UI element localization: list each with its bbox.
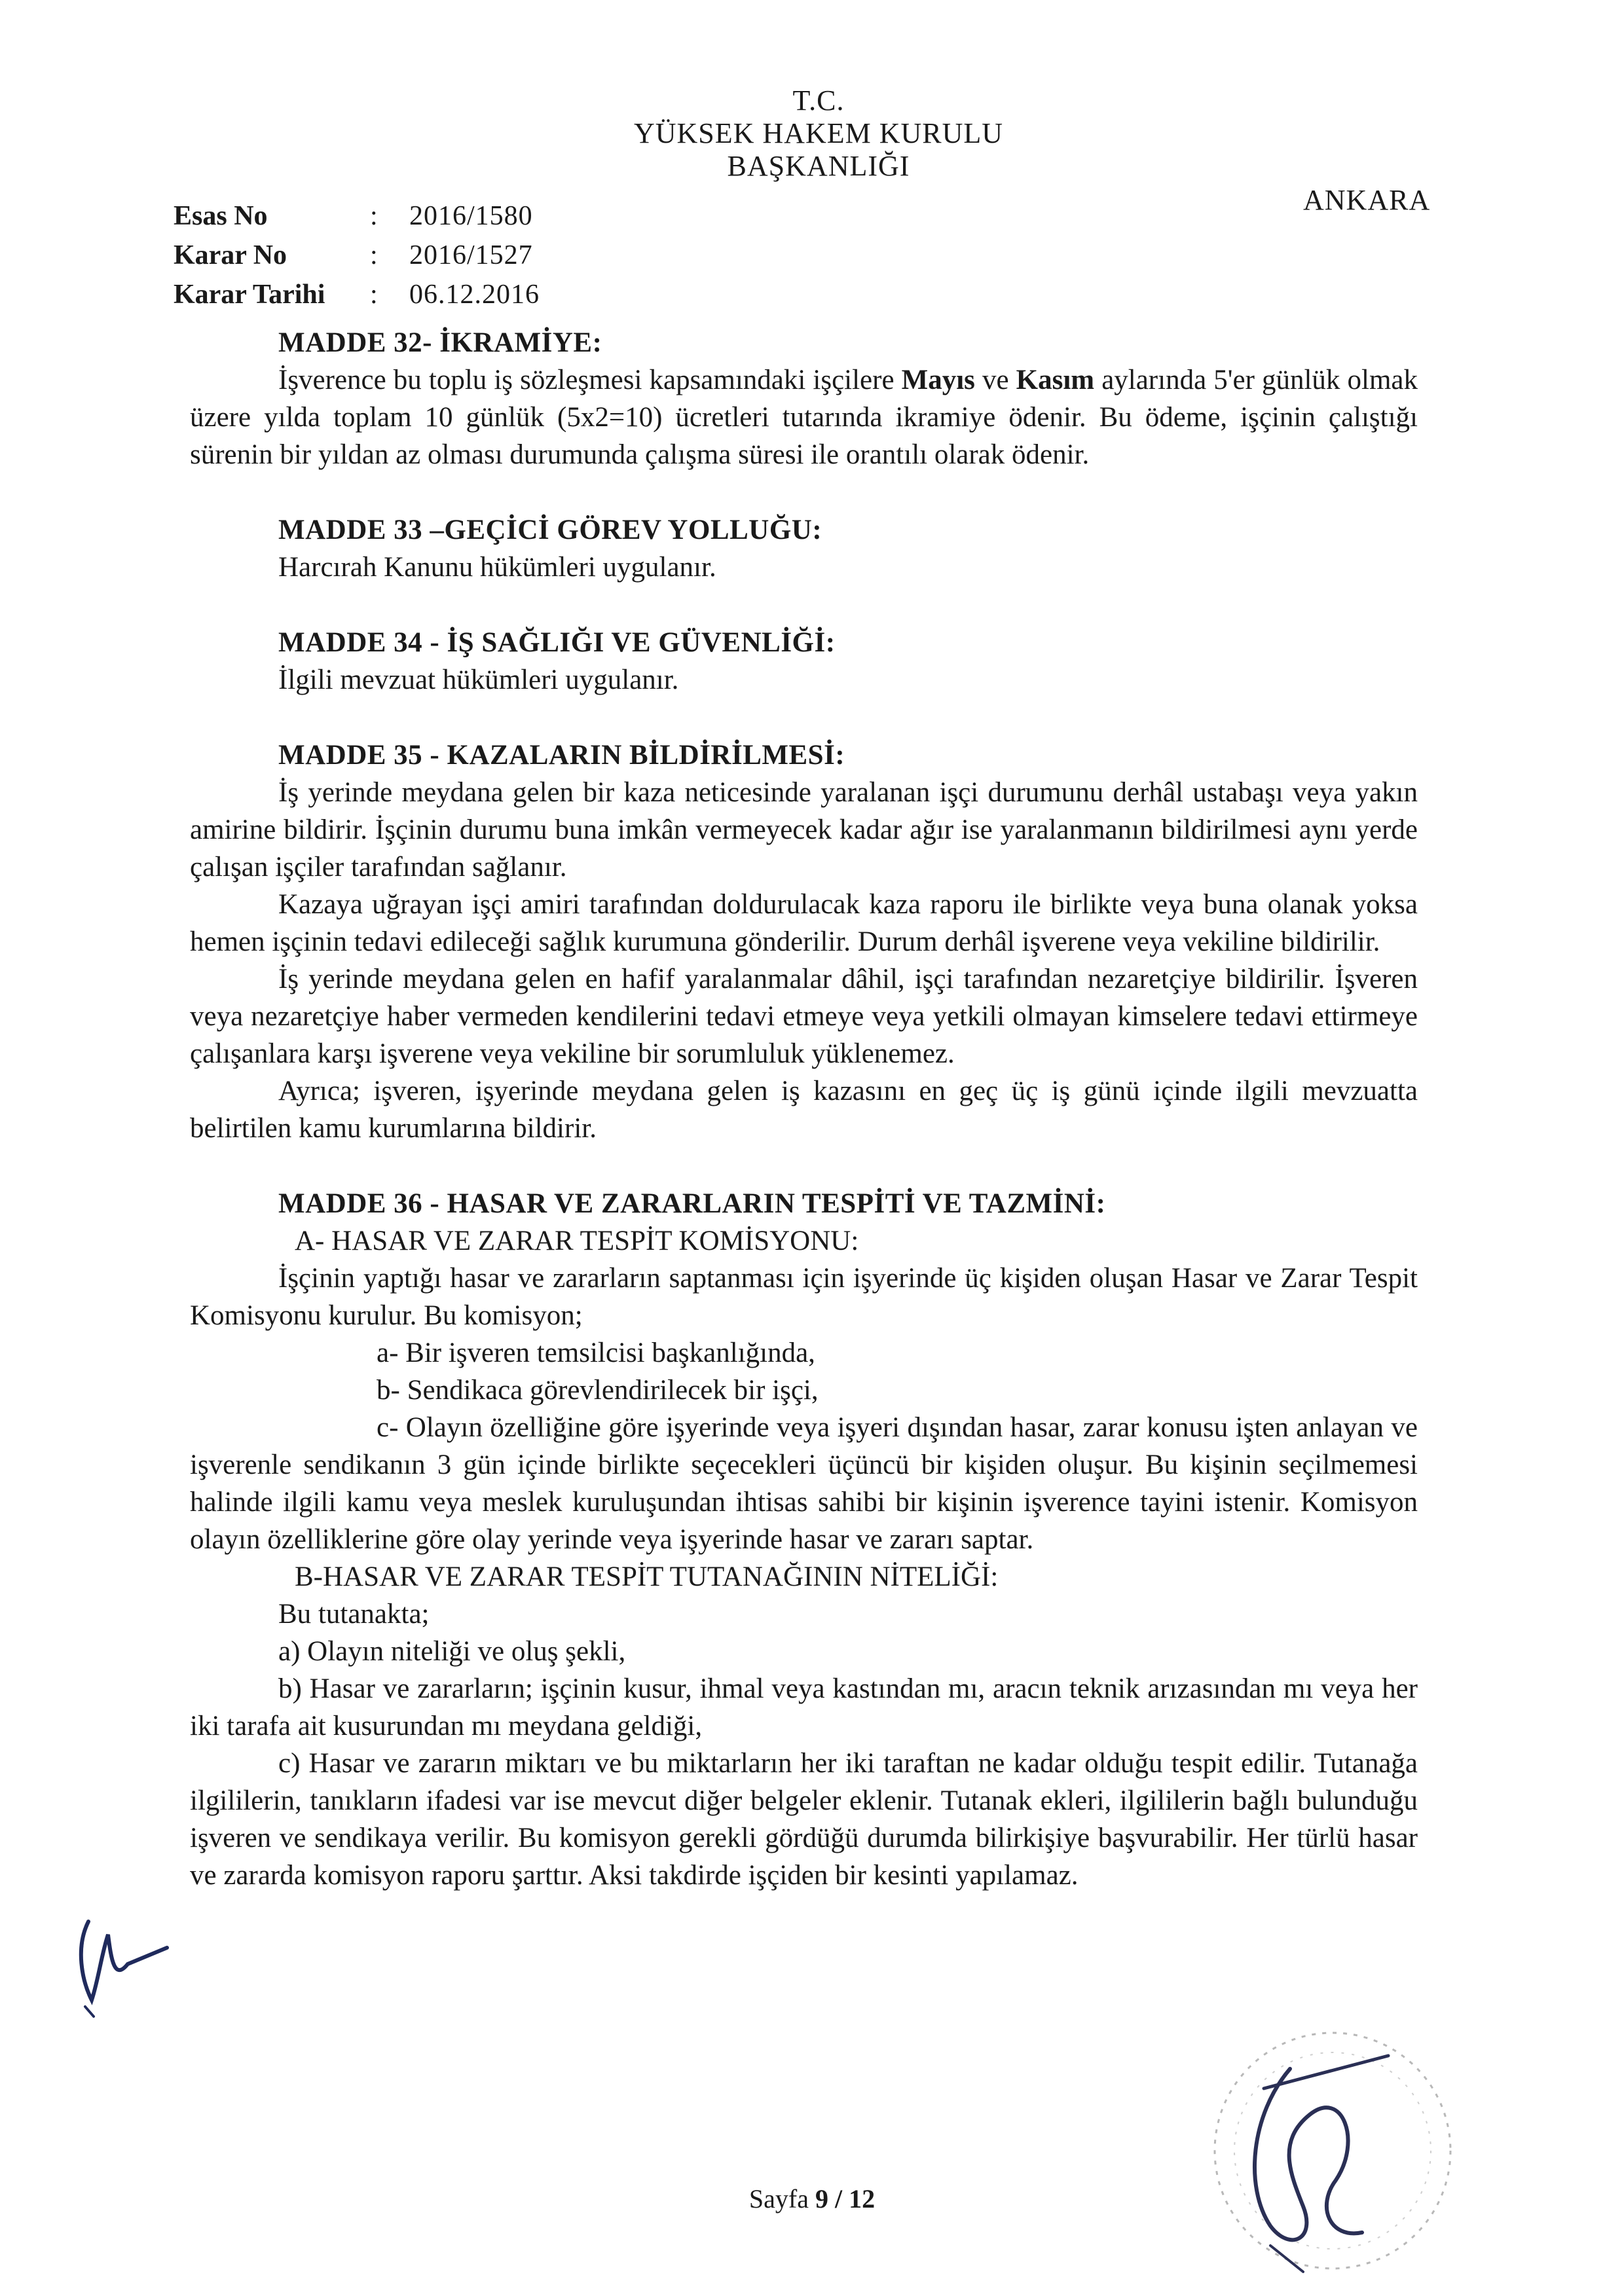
text-run: aylarında 5'er günlük olmak üzere yılda toplam 10 günlük (5x2=10) ücretleri tutarında ikramiye ödenir. Bu ödeme, işçinin çalıştığı sürenin bir yıldan az olması durumunda çalışma süresi ile orantılı olarak ödenir. — [190, 365, 1418, 470]
meta-row-decision-date — [174, 275, 540, 314]
list-item-a: a- Bir işveren temsilcisi başkanlığında, — [377, 1338, 815, 1368]
text-bold: Kasım — [1016, 365, 1095, 395]
article-34-paragraph: İlgili mevzuat hükümleri uygulanır. — [278, 665, 679, 695]
article-34-title: MADDE 34 - İŞ SAĞLIĞI VE GÜVENLİĞİ: — [278, 627, 836, 658]
page-footer — [0, 2183, 1624, 2214]
article-36-paragraph-2: Bu tutanakta; — [278, 1599, 430, 1630]
list-item-ia: a) Olayın niteliği ve oluş şekli, — [278, 1636, 626, 1667]
text-run: ve — [974, 365, 1016, 395]
article-35-title: MADDE 35 - KAZALARIN BİLDİRİLMESİ: — [278, 740, 845, 771]
meta-key: Karar No — [174, 240, 287, 270]
article-33-paragraph: Harcırah Kanunu hükümleri uygulanır. — [278, 552, 716, 583]
article-36-paragraph-1: İşçinin yaptığı hasar ve zararların saptanması için işyerinde üç kişiden oluşan Hasar ve Zarar Tespit Komisyonu kurulur. Bu komisyon; — [190, 1263, 1418, 1331]
meta-sep: : — [370, 240, 378, 270]
meta-row-decision-no — [174, 236, 540, 275]
text-bold: Mayıs — [901, 365, 975, 395]
meta-sep: : — [370, 201, 378, 231]
article-35-paragraph-3: İş yerinde meydana gelen en hafif yaralanmalar dâhil, işçi tarafından nezaretçiye bildirilir. İşveren veya nezaretçiye haber vermeden kendilerini tedavi etmeye veya yetkili olmayan kimselere tedavi ettirmeye çalışanlara karşı işverene veya vekiline bir sorumluluk yüklenemez. — [190, 964, 1418, 1069]
meta-value: 2016/1527 — [409, 240, 533, 270]
footer-prefix: Sayfa — [748, 2184, 815, 2214]
meta-key: Karar Tarihi — [174, 280, 325, 310]
handwritten-initials-icon — [62, 1902, 180, 2033]
header-city: ANKARA — [1303, 184, 1431, 216]
article-32-title: MADDE 32- İKRAMİYE: — [278, 327, 602, 358]
header-tc: T.C. — [792, 84, 845, 117]
case-meta — [174, 196, 540, 314]
list-item-ic: c) Hasar ve zararın miktarı ve bu miktarların her iki taraftan ne kadar olduğu tespit edilir. Tutanağa ilgililerin, tanıkların ifadesi var ise mevcut diğer belgeler eklenir. Tutanak ekleri, ilgililerin bağlı bulunduğu işveren ve sendikaya verilir. Bu komisyon gerekli gördüğü durumda bilirkişiye başvurabilir. Her türlü hasar ve zararda komisyon raporu şarttır. Aksi takdirde işçiden bir kesinti yapılamaz. — [190, 1748, 1418, 1891]
list-item-b: b- Sendikaca görevlendirilecek bir işçi, — [377, 1375, 819, 1406]
document-body — [190, 324, 1418, 1894]
list-item-c: c- Olayın özelliğine göre işyerinde veya işyeri dışından hasar, zarar konusu işten anlayan ve işverenle sendikanın 3 gün içinde birlikte seçecekleri üçüncü bir kişiden oluşur. Bu kişinin seçilmemesi halinde ilgili kamu veya meslek kuruluşundan ihtisas sahibi bir kişinin işverence tayini istenir. Komisyon olayın özelliklerine göre olay yerinde veya işyerinde hasar ve zararı saptar. — [190, 1412, 1418, 1555]
article-32-paragraph — [190, 361, 1418, 473]
meta-sep: : — [370, 280, 378, 310]
meta-value: 06.12.2016 — [409, 280, 540, 310]
article-35-paragraph-1: İş yerinde meydana gelen bir kaza neticesinde yaralanan işçi durumunu derhâl ustabaşı veya yakın amirine bildirir. İşçinin durumu buna imkân vermeyecek kadar ağır ise yaralanmanın bildirilmesi aynı yerde çalışan işçiler tarafından sağlanır. — [190, 777, 1418, 883]
stamp-signature-icon — [1192, 2010, 1467, 2285]
header-presidency: BAŞKANLIĞI — [727, 150, 910, 182]
list-item-ib: b) Hasar ve zararların; işçinin kusur, ihmal veya kastından mı, aracın teknik arızasından mı veya her iki tarafa ait kusurundan mı meydana geldiği, — [190, 1673, 1418, 1741]
meta-row-case-no — [174, 196, 540, 236]
header-institution: YÜKSEK HAKEM KURULU — [633, 117, 1004, 149]
article-33-title: MADDE 33 –GEÇİCİ GÖREV YOLLUĞU: — [278, 515, 822, 545]
meta-value: 2016/1580 — [409, 201, 533, 231]
meta-key: Esas No — [174, 201, 268, 231]
article-36-subheading-a: A- HASAR VE ZARAR TESPİT KOMİSYONU: — [295, 1226, 859, 1256]
text-run: İşverence bu toplu iş sözleşmesi kapsamındaki işçilere — [278, 365, 902, 395]
article-36-title: MADDE 36 - HASAR VE ZARARLARIN TESPİTİ VE TAZMİNİ: — [278, 1188, 1106, 1219]
page-number: 9 / 12 — [815, 2184, 876, 2214]
article-35-paragraph-2: Kazaya uğrayan işçi amiri tarafından doldurulacak kaza raporu ile birlikte veya buna olanak yoksa hemen işçinin tedavi edileceği sağlık kurumuna gönderilir. Durum derhâl işverene veya vekiline bildirilir. — [190, 889, 1418, 957]
article-35-paragraph-4: Ayrıca; işveren, işyerinde meydana gelen iş kazasını en geç üç iş günü içinde ilgili mevzuatta belirtilen kamu kurumlarına bildirir. — [190, 1076, 1418, 1144]
article-36-subheading-b: B-HASAR VE ZARAR TESPİT TUTANAĞININ NİTELİĞİ: — [295, 1561, 999, 1592]
